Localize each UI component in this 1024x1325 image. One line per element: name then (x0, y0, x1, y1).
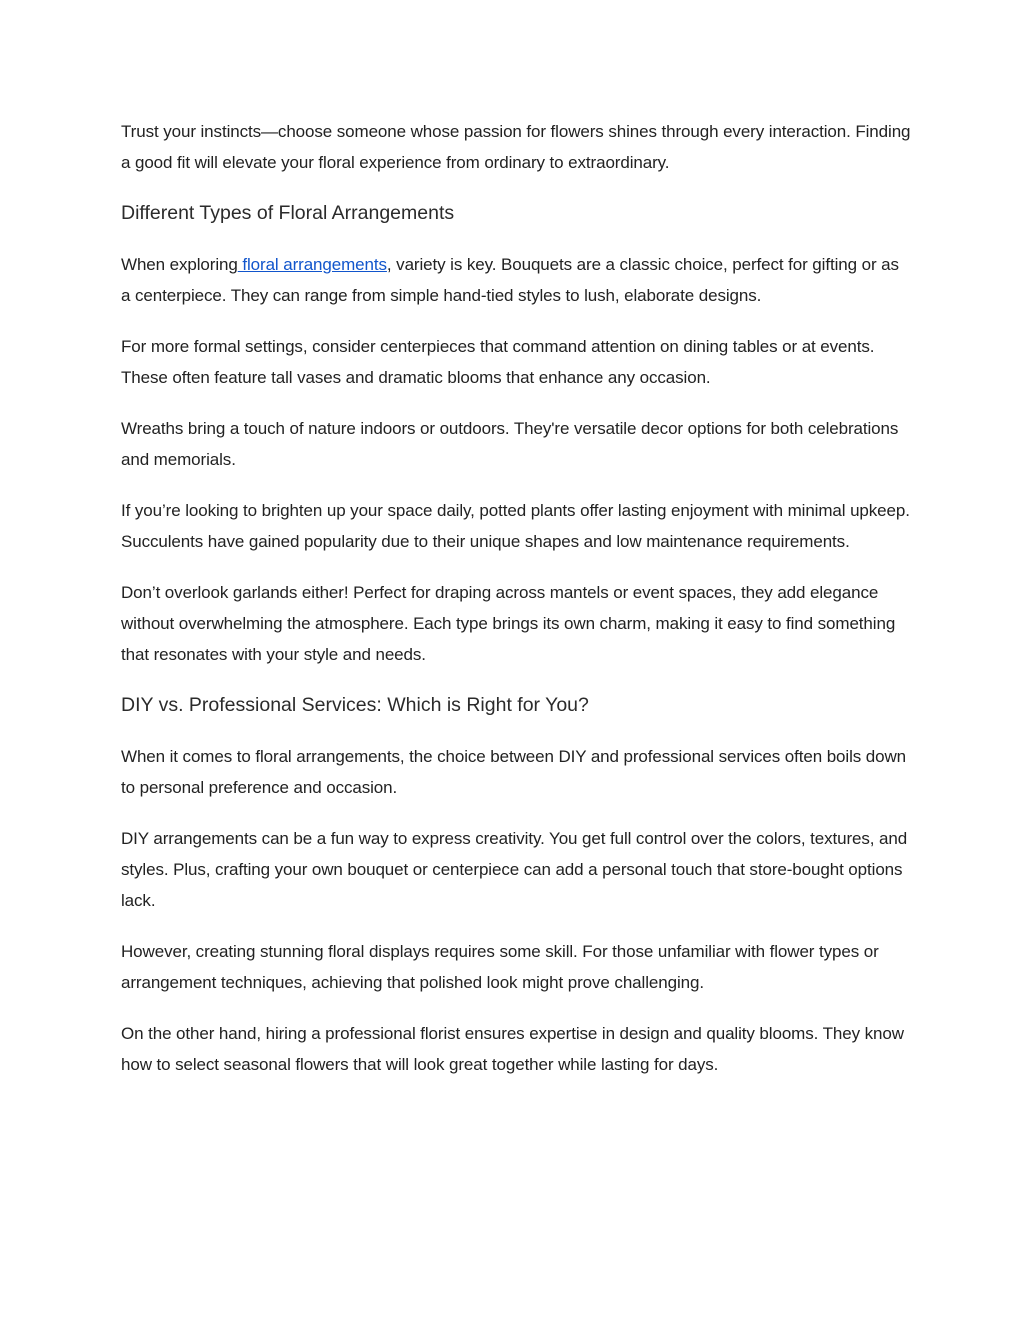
heading-diy-vs-professional: DIY vs. Professional Services: Which is Right for You? (121, 694, 589, 716)
paragraph-trust-instincts: Trust your instincts—choose someone whose passion for flowers shines through every interaction. Finding a good fit will elevate your floral experience from ordinary to extraordinary. (121, 122, 911, 172)
document-page (121, 116, 911, 1100)
paragraph-text-before-link: When exploring (121, 255, 238, 274)
paragraph-professional-florist: On the other hand, hiring a professional florist ensures expertise in design and quality blooms. They know how to select seasonal flowers that will look great together while lasting for days. (121, 1024, 904, 1074)
paragraph-wreaths: Wreaths bring a touch of nature indoors or outdoors. They're versatile decor options for both celebrations and memorials. (121, 419, 899, 469)
paragraph-diy-choice: When it comes to floral arrangements, the choice between DIY and professional services often boils down to personal preference and occasion. (121, 747, 907, 797)
paragraph-centerpieces: For more formal settings, consider centerpieces that command attention on dining tables or at events. These often feature tall vases and dramatic blooms that enhance any occasion. (121, 337, 875, 387)
paragraph-skill-required: However, creating stunning floral displays requires some skill. For those unfamiliar with flower types or arrangement techniques, achieving that polished look might prove challenging. (121, 942, 879, 992)
paragraph-garlands: Don’t overlook garlands either! Perfect for draping across mantels or event spaces, they add elegance without overwhelming the atmosphere. Each type brings its own charm, making it easy to find something that resonates with your style and needs. (121, 583, 896, 664)
paragraph-diy-creativity: DIY arrangements can be a fun way to express creativity. You get full control over the colors, textures, and styles. Plus, crafting your own bouquet or centerpiece can add a personal touch that store-bought options lack. (121, 829, 908, 910)
heading-types-of-arrangements: Different Types of Floral Arrangements (121, 202, 455, 224)
floral-arrangements-link[interactable]: floral arrangements (237, 255, 387, 274)
paragraph-text-after-link: , variety is key. Bouquets are a classic choice, perfect for gifting or as a centerpiece. They can range from simple hand-tied styles to lush, elaborate designs. (121, 255, 899, 305)
paragraph-potted-plants: If you’re looking to brighten up your space daily, potted plants offer lasting enjoyment with minimal upkeep. Succulents have gained popularity due to their unique shapes and low maintenance requirements. (121, 501, 910, 551)
paragraph-exploring-arrangements (121, 249, 911, 311)
